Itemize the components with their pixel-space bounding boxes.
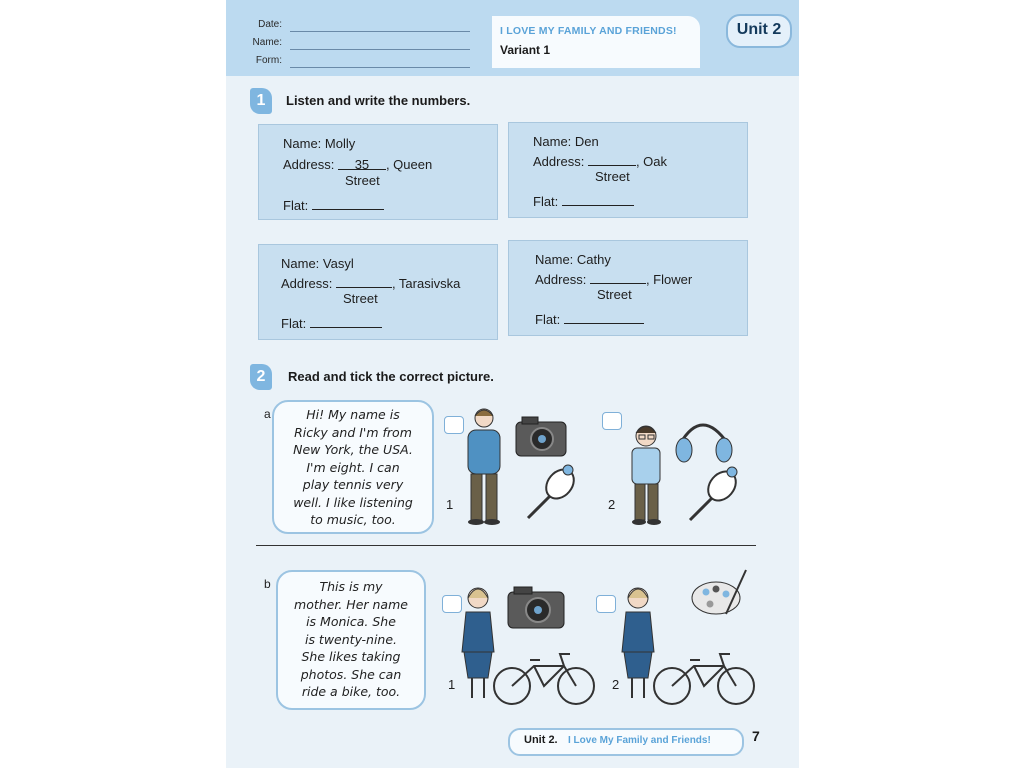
boy-sweater <box>468 430 500 474</box>
form-label: Form: <box>255 55 282 66</box>
card-flat-label: Flat: <box>283 198 309 213</box>
form-field[interactable] <box>290 67 470 68</box>
card-street: Street <box>343 291 378 306</box>
camera-icon <box>508 587 564 628</box>
text-line: This is my <box>319 579 383 594</box>
paint-palette-icon <box>692 570 746 614</box>
card-street: Street <box>595 169 630 184</box>
card-address-label: Address: <box>281 276 333 291</box>
workbook-page <box>226 0 799 768</box>
tennis-racket-icon <box>528 464 579 518</box>
flat-field[interactable] <box>312 197 384 210</box>
flat-field[interactable] <box>564 311 644 324</box>
text-line: to music, too. <box>310 512 396 527</box>
title-box <box>492 16 700 68</box>
picture-number-b1: 1 <box>448 677 456 692</box>
house-number-field[interactable] <box>590 271 646 284</box>
picture-number-a2: 2 <box>608 497 616 512</box>
text-line: I'm eight. I can <box>306 459 400 475</box>
woman-camera-bike-illustration <box>460 582 600 708</box>
picture-number-a1: 1 <box>446 497 454 512</box>
section-divider <box>256 545 756 546</box>
text-bubble-b <box>276 570 426 710</box>
card-name: Name: Cathy <box>535 252 611 267</box>
tick-box-b2[interactable] <box>596 595 616 613</box>
boy-headphones-racket-illustration <box>622 404 752 530</box>
text-line: She likes taking <box>301 649 401 664</box>
tick-box-b1[interactable] <box>442 595 462 613</box>
text-line: well. I like listening <box>293 494 413 510</box>
page-number: 7 <box>752 728 760 744</box>
date-field[interactable] <box>290 31 470 32</box>
card-street: Street <box>345 173 380 188</box>
worksheet-title: I LOVE MY FAMILY AND FRIENDS! <box>500 25 677 37</box>
footer-unit: Unit 2. <box>524 734 558 746</box>
card-flat-label: Flat: <box>281 316 307 331</box>
tennis-racket-icon <box>690 466 741 520</box>
card-address-label: Address: <box>283 157 335 172</box>
card-street-name: , Oak <box>635 154 668 169</box>
exercise-1-instruction: Listen and write the numbers. <box>286 93 471 108</box>
text-line: Hi! My name is <box>306 407 400 422</box>
house-number-field[interactable] <box>588 153 636 166</box>
name-field[interactable] <box>290 49 470 50</box>
card-street-name: , Queen <box>385 157 433 172</box>
address-card-vasyl <box>258 244 498 340</box>
variant-label: Variant 1 <box>500 43 551 57</box>
footer-running-title <box>508 728 744 756</box>
card-address-label: Address: <box>533 154 585 169</box>
text-line: Ricky and I'm from <box>294 424 412 440</box>
unit-badge: Unit 2 <box>726 14 792 48</box>
part-b-letter: b <box>264 577 271 591</box>
boy-camera-racket-illustration <box>460 404 590 530</box>
card-name: Name: Molly <box>283 136 356 151</box>
exercise-1-number: 1 <box>250 88 272 114</box>
exercise-2-instruction: Read and tick the correct picture. <box>288 369 494 384</box>
card-street-name: , Flower <box>645 272 693 287</box>
card-street: Street <box>597 287 632 302</box>
address-card-den <box>508 122 748 218</box>
address-card-molly <box>258 124 498 220</box>
text-line: is twenty-nine. <box>304 631 398 647</box>
woman-palette-bike-illustration <box>620 562 760 708</box>
bicycle-icon <box>494 654 594 704</box>
headphones-icon <box>676 425 732 462</box>
camera-icon <box>516 417 566 456</box>
text-line: photos. She can <box>300 666 402 682</box>
card-street-name: , Tarasivska <box>391 276 461 291</box>
text-bubble-a <box>272 400 434 534</box>
flat-field[interactable] <box>562 193 634 206</box>
card-flat-label: Flat: <box>535 312 561 327</box>
picture-number-b2: 2 <box>612 677 620 692</box>
text-line: ride a bike, too. <box>301 684 401 699</box>
card-address-label: Address: <box>535 272 587 287</box>
address-card-cathy <box>508 240 748 336</box>
bicycle-icon <box>654 654 754 704</box>
footer-title: I Love My Family and Friends! <box>568 735 711 746</box>
card-flat-label: Flat: <box>533 194 559 209</box>
date-label: Date: <box>258 19 282 30</box>
part-a-letter: a <box>264 407 271 421</box>
text-line: New York, the USA. <box>293 442 413 457</box>
name-label: Name: <box>252 37 282 48</box>
card-name: Name: Vasyl <box>281 256 354 271</box>
text-line: play tennis very <box>302 477 404 492</box>
card-name: Name: Den <box>533 134 599 149</box>
house-number-field[interactable]: 35 <box>338 157 386 170</box>
tick-box-a2[interactable] <box>602 412 622 430</box>
text-line: mother. Her name <box>294 596 408 612</box>
text-line: is Monica. She <box>306 614 396 629</box>
flat-field[interactable] <box>310 315 382 328</box>
exercise-2-number: 2 <box>250 364 272 390</box>
house-number-field[interactable] <box>336 275 392 288</box>
